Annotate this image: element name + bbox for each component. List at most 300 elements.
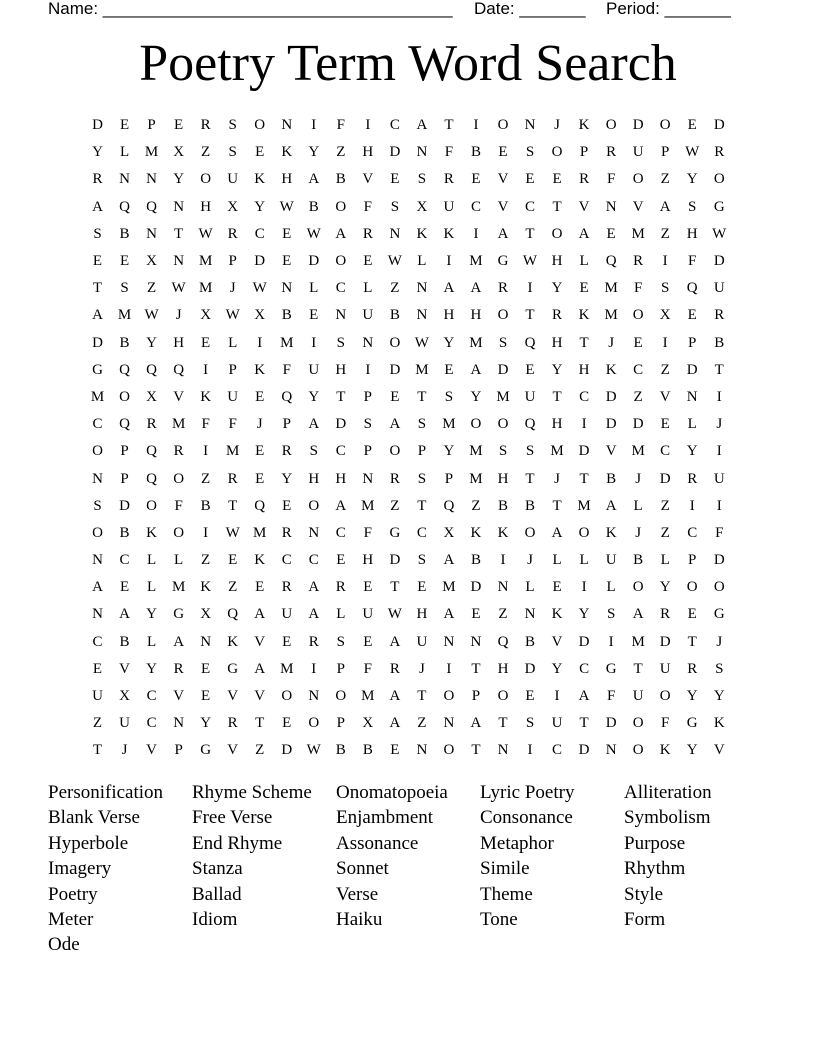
grid-letter: P [336,715,345,732]
grid-letter: X [659,307,671,324]
grid-letter: T [417,388,427,405]
grid-letter: R [714,307,725,324]
grid-letter: Z [471,497,481,514]
grid-letter: M [226,443,240,460]
grid-letter: K [254,552,266,569]
word-list-item: Simile [480,858,530,880]
grid-letter: X [227,198,239,215]
grid-row [84,601,733,628]
grid-letter: Z [201,552,211,569]
grid-letter: E [282,253,292,270]
grid-letter: J [229,280,236,297]
grid-letter: G [686,715,698,732]
grid-letter: R [606,144,617,161]
word-list-item: Sonnet [336,858,389,880]
grid-letter: L [146,633,157,650]
grid-letter: I [581,416,587,433]
grid-letter: D [92,334,103,351]
grid-letter: E [92,660,103,677]
grid-letter: N [146,225,157,242]
grid-letter: A [416,117,428,134]
grid-letter: H [443,307,455,324]
grid-letter: O [686,579,698,596]
grid-letter: B [119,524,130,541]
grid-letter: B [525,633,536,650]
grid-letter: A [254,660,266,677]
grid-letter: D [470,579,482,596]
grid-letter: M [469,443,483,460]
grid-letter: P [688,334,697,351]
word-list-item: Personification [48,782,164,803]
grid-letter: M [415,361,429,378]
grid-letter: T [579,470,589,487]
grid-row [84,438,733,465]
grid-letter: B [281,307,292,324]
grid-letter: D [308,253,320,270]
grid-letter: A [308,579,320,596]
grid-letter: W [225,524,240,541]
grid-letter: N [443,715,455,732]
grid-letter: E [417,579,427,596]
grid-letter: E [471,171,481,188]
grid-letter: O [497,416,509,433]
grid-letter: K [605,524,617,541]
grid-letter: D [605,715,617,732]
grid-letter: Z [336,144,346,161]
grid-letter: A [605,497,617,514]
grid-letter: H [551,416,563,433]
grid-letter: F [688,253,697,270]
grid-letter: H [308,470,320,487]
grid-letter: H [686,225,698,242]
grid-letter: R [281,524,292,541]
grid-letter: S [498,443,508,460]
grid-letter: O [173,524,185,541]
grid-letter: B [119,633,130,650]
grid-letter: M [90,388,105,405]
grid-letter: O [146,497,157,514]
grid-letter: G [227,660,239,677]
grid-letter: L [579,253,589,270]
grid-letter: U [713,470,725,487]
grid-letter: Y [551,361,563,378]
grid-letter: H [335,361,347,378]
grid-letter: F [228,416,237,433]
grid-letter: E [201,660,211,677]
grid-letter: J [635,470,642,487]
grid-letter: O [389,443,401,460]
grid-row [84,629,733,656]
grid-letter: U [362,606,374,623]
grid-letter: O [443,742,455,759]
grid-letter: A [92,307,103,324]
grid-letter: Z [390,280,400,297]
grid-letter: B [119,334,130,351]
grid-letter: X [200,606,212,623]
grid-letter: O [173,470,185,487]
grid-letter: J [175,307,182,324]
grid-letter: G [200,742,212,759]
word-list-item: Consonance [480,807,573,829]
grid-letter: R [227,470,238,487]
grid-letter: J [527,552,533,569]
grid-letter: L [174,552,184,569]
grid-letter: Y [686,171,698,188]
grid-letter: P [336,660,345,677]
grid-letter: E [119,253,130,270]
grid-letter: M [577,497,591,514]
grid-letter: L [552,552,562,569]
grid-letter: R [389,660,400,677]
grid-letter: R [552,307,563,324]
grid-letter: S [715,660,724,677]
grid-letter: U [227,171,239,188]
grid-letter: Y [659,579,671,596]
grid-letter: R [362,225,373,242]
grid-letter: V [227,688,239,705]
grid-letter: V [254,688,266,705]
grid-letter: U [92,688,103,705]
grid-letter: O [308,715,320,732]
grid-letter: B [308,198,319,215]
grid-row [84,656,733,683]
grid-letter: T [92,742,103,759]
grid-row [84,248,733,275]
grid-letter: M [442,579,456,596]
grid-letter: X [443,524,455,541]
grid-letter: T [444,117,454,134]
grid-letter: X [119,688,130,705]
word-list-item: Haiku [336,908,383,930]
grid-letter: K [416,225,428,242]
grid-letter: W [252,280,267,297]
grid-letter: C [552,742,563,759]
grid-letter: A [551,524,563,541]
grid-letter: C [687,524,698,541]
grid-letter: E [390,171,400,188]
grid-letter: P [120,470,129,487]
grid-letter: N [92,552,103,569]
grid-letter: E [633,334,643,351]
grid-letter: B [633,552,644,569]
grid-letter: M [469,253,483,270]
grid-letter: H [281,171,293,188]
grid-letter: M [496,388,510,405]
grid-letter: E [525,688,535,705]
grid-letter: E [606,225,616,242]
grid-row [84,547,733,574]
grid-letter: O [632,742,644,759]
grid-letter: O [632,715,644,732]
grid-letter: R [714,144,725,161]
grid-letter: Y [578,606,590,623]
grid-letter: C [633,361,644,378]
grid-letter: R [92,171,103,188]
grid-letter: S [417,552,427,569]
grid-letter: Z [633,388,643,405]
grid-letter: M [253,524,267,541]
grid-letter: Z [201,144,211,161]
grid-letter: N [173,253,185,270]
grid-letter: L [363,280,373,297]
grid-letter: A [92,579,103,596]
grid-letter: P [417,443,427,460]
grid-letter: N [92,606,103,623]
grid-letter: A [578,225,590,242]
grid-letter: L [336,606,346,623]
grid-letter: C [335,524,346,541]
grid-letter: W [171,280,186,297]
grid-letter: C [579,660,590,677]
grid-letter: Q [227,606,239,623]
grid-letter: K [497,524,509,541]
grid-letter: S [417,171,427,188]
grid-letter: N [686,388,698,405]
grid-letter: T [498,715,508,732]
grid-letter: H [173,334,185,351]
grid-letter: M [280,660,294,677]
grid-letter: I [473,225,479,242]
grid-letter: E [92,253,103,270]
grid-letter: P [444,470,454,487]
grid-letter: D [659,470,671,487]
grid-letter: W [306,225,321,242]
grid-letter: D [605,388,617,405]
grid-letter: K [254,361,266,378]
grid-letter: X [416,198,428,215]
grid-letter: C [146,688,157,705]
grid-letter: I [311,660,317,677]
grid-letter: M [198,253,213,270]
grid-letter: L [417,253,427,270]
grid-letter: I [203,524,209,541]
grid-letter: O [497,688,509,705]
grid-letter: D [389,552,401,569]
grid-letter: B [470,144,481,161]
grid-letter: S [120,280,129,297]
grid-letter: H [416,606,428,623]
grid-letter: Q [146,198,157,215]
grid-row [84,574,733,601]
grid-letter: S [525,715,535,732]
grid-letter: O [659,688,671,705]
grid-letter: S [228,144,237,161]
grid-letter: P [661,144,670,161]
grid-letter: E [390,388,400,405]
grid-letter: A [308,171,320,188]
grid-letter: Y [92,144,103,161]
grid-letter: O [551,225,563,242]
grid-letter: Q [524,416,536,433]
grid-letter: Z [255,742,265,759]
word-list-item: Metaphor [480,832,554,854]
grid-letter: R [146,416,157,433]
grid-letter: O [524,524,536,541]
grid-letter: I [527,742,533,759]
grid-letter: U [551,715,563,732]
grid-letter: C [308,552,319,569]
word-list-item: Meter [48,908,94,930]
grid-letter: V [551,633,563,650]
grid-letter: I [365,117,371,134]
grid-letter: S [606,606,616,623]
grid-letter: U [119,715,130,732]
word-list-item: Rhythm [624,858,686,880]
grid-letter: O [254,117,266,134]
grid-letter: S [390,198,400,215]
word-list-item: Alliteration [624,782,712,803]
grid-letter: L [660,552,670,569]
grid-letter: M [361,688,375,705]
grid-letter: H [551,253,563,270]
grid-letter: D [389,361,401,378]
grid-letter: I [716,388,722,405]
word-list-item: Stanza [192,858,243,880]
grid-letter: N [443,633,455,650]
grid-letter: O [632,579,644,596]
grid-row [84,465,733,492]
word-list-item: Rhyme Scheme [192,782,312,803]
grid-letter: W [306,742,321,759]
name-field: Name: _____________________________________ [48,0,453,18]
grid-letter: L [119,144,130,161]
grid-letter: E [255,144,265,161]
grid-letter: O [578,524,590,541]
word-list-item: Theme [480,883,533,905]
grid-letter: F [201,416,210,433]
grid-letter: V [497,198,509,215]
grid-letter: I [689,497,695,514]
grid-letter: U [632,688,644,705]
grid-letter: U [524,388,536,405]
grid-letter: U [443,198,455,215]
grid-letter: H [200,198,212,215]
grid-letter: V [632,198,644,215]
grid-letter: W [225,307,240,324]
grid-letter: I [500,552,506,569]
grid-letter: E [363,633,373,650]
grid-row [84,112,733,139]
grid-letter: B [119,225,130,242]
grid-letter: M [631,225,645,242]
grid-letter: Y [146,606,157,623]
grid-letter: E [282,225,292,242]
grid-letter: M [469,334,483,351]
grid-letter: Q [146,443,157,460]
grid-letter: A [389,688,401,705]
grid-letter: T [525,307,535,324]
grid-letter: S [228,117,237,134]
word-list-item: Enjambment [336,807,434,829]
grid-letter: Z [498,606,508,623]
grid-letter: Y [308,388,320,405]
grid-letter: P [120,443,129,460]
grid-letter: E [552,579,562,596]
grid-letter: K [659,742,671,759]
grid-letter: I [311,117,317,134]
grid-letter: Z [660,361,670,378]
grid-letter: R [227,225,238,242]
grid-letter: E [282,497,292,514]
grid-letter: I [446,660,452,677]
grid-letter: O [200,171,212,188]
grid-letter: W [685,144,700,161]
grid-letter: T [633,660,643,677]
grid-letter: K [578,117,590,134]
grid-letter: U [416,633,428,650]
grid-letter: S [498,334,508,351]
grid-letter: J [554,117,560,134]
grid-letter: D [632,117,644,134]
grid-letter: G [173,606,185,623]
grid-letter: V [713,742,725,759]
grid-letter: Q [443,497,455,514]
word-list-item: Blank Verse [48,807,140,829]
grid-letter: U [308,361,320,378]
grid-letter: E [579,280,589,297]
grid-letter: P [147,117,156,134]
grid-letter: J [121,742,128,759]
grid-letter: S [417,470,427,487]
grid-letter: F [363,524,372,541]
grid-letter: Y [254,198,266,215]
grid-letter: T [92,280,103,297]
word-list-item: Free Verse [192,807,273,829]
grid-letter: A [335,497,347,514]
grid-letter: R [281,443,292,460]
grid-letter: D [713,552,725,569]
grid-letter: O [281,688,293,705]
grid-letter: C [525,198,536,215]
grid-letter: B [606,470,617,487]
grid-letter: C [389,117,400,134]
grid-letter: P [471,688,481,705]
grid-letter: Y [686,688,698,705]
grid-letter: M [604,307,618,324]
grid-letter: E [498,144,508,161]
grid-letter: J [418,660,425,677]
grid-letter: B [335,742,346,759]
grid-letter: T [174,225,184,242]
grid-letter: A [443,280,455,297]
grid-letter: O [443,688,455,705]
grid-letter: C [470,198,481,215]
grid-letter: N [470,633,482,650]
grid-letter: L [146,579,157,596]
grid-letter: S [309,443,318,460]
word-list-item: Style [624,883,664,905]
grid-letter: G [713,198,725,215]
grid-letter: U [227,388,239,405]
grid-letter: D [605,416,617,433]
grid-letter: T [687,633,697,650]
grid-letter: Q [524,334,536,351]
grid-letter: H [578,361,590,378]
grid-row [84,166,733,193]
grid-letter: T [579,715,589,732]
word-list-item: Ballad [192,883,242,905]
grid-letter: A [578,688,590,705]
grid-letter: V [119,660,130,677]
grid-letter: R [579,171,590,188]
grid-letter: Q [281,388,293,405]
grid-letter: O [497,307,509,324]
grid-letter: O [497,117,509,134]
grid-letter: O [92,524,103,541]
grid-letter: O [713,171,725,188]
grid-letter: T [255,715,265,732]
grid-letter: E [282,633,292,650]
